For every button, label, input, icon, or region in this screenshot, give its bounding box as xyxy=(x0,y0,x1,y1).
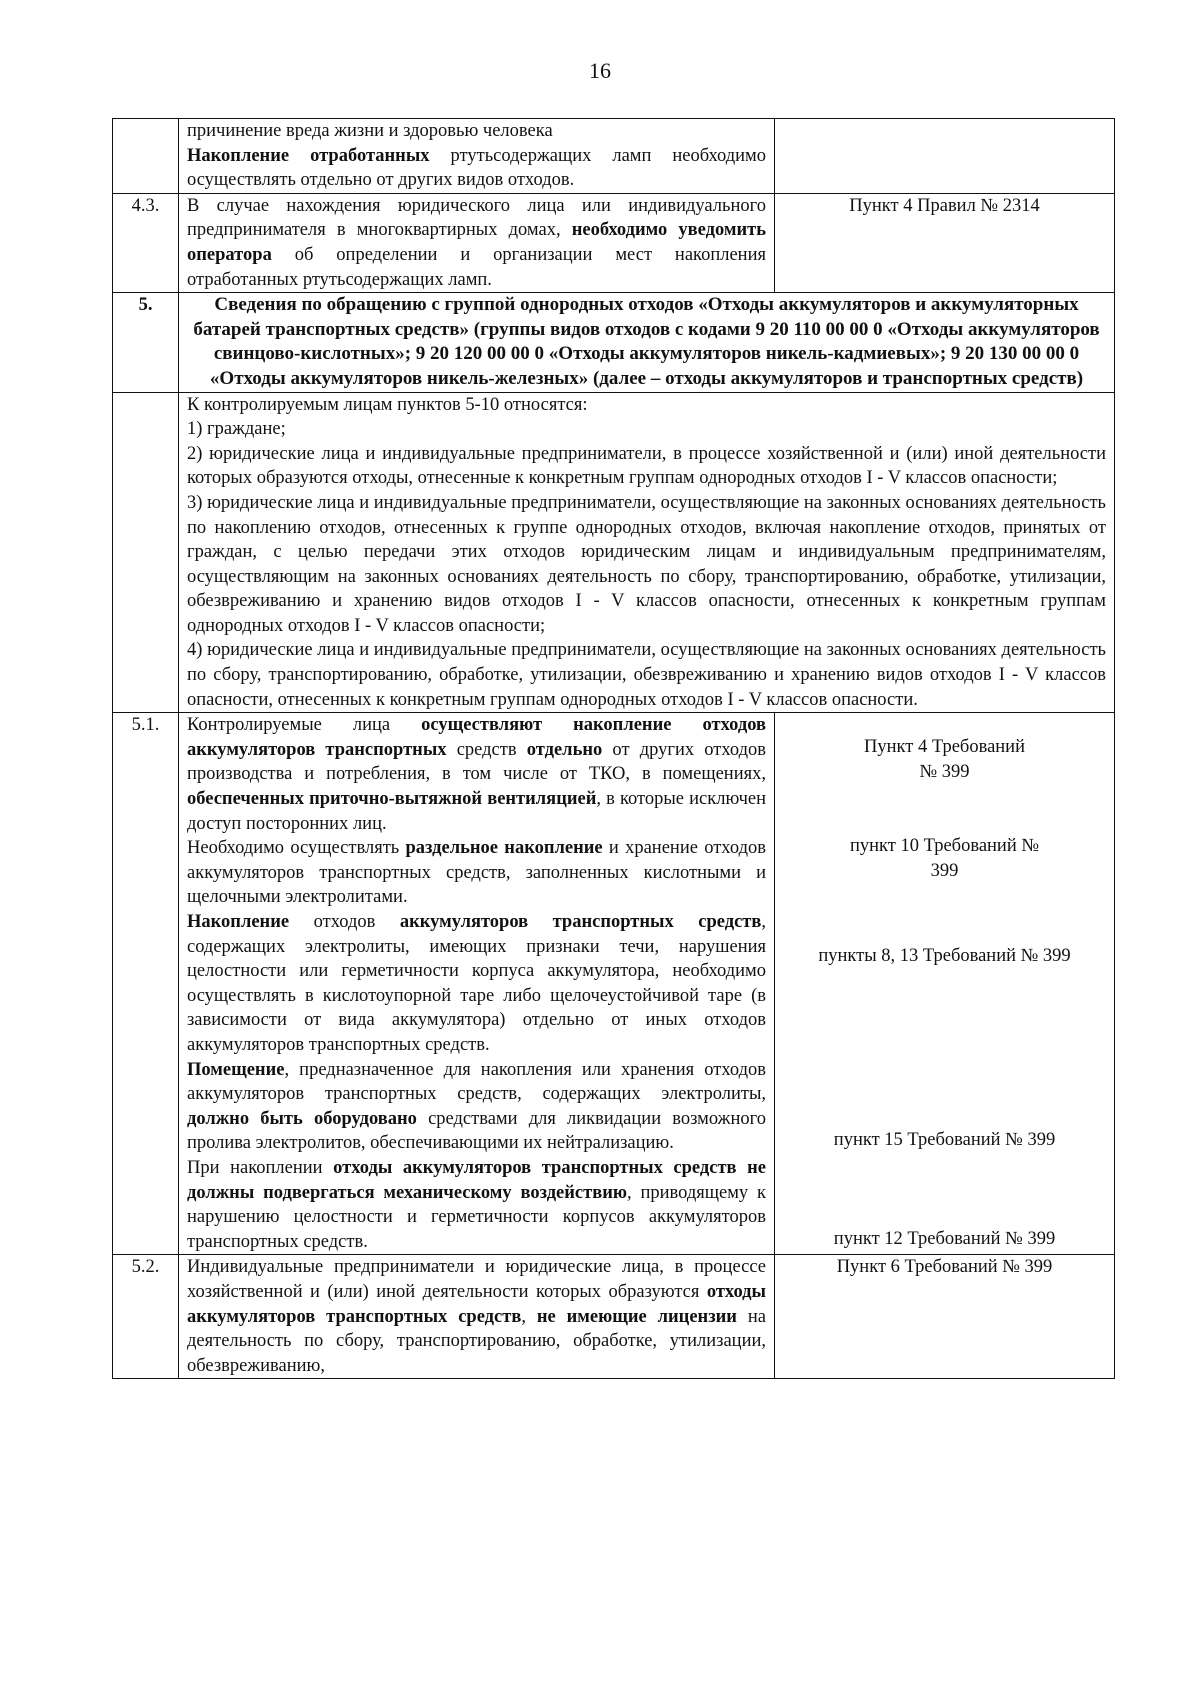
text-run: В случае нахождения юридического лица или индивидуального предпринимателя в многоквартирных домах, xyxy=(187,195,766,241)
row-number: 5.1. xyxy=(113,713,179,1255)
requirement-text xyxy=(179,713,775,1255)
legal-reference: Пункт 6 Требований № 399 xyxy=(775,1255,1115,1379)
list-item: 1) граждане; xyxy=(187,419,286,440)
paragraph: При накоплении отходы аккумуляторов транспортных средств не должны подвергаться механическому воздействию, приводящему к нарушению целостности и герметичности корпусов аккумуляторов транспортных средств. xyxy=(187,1157,766,1252)
legal-references xyxy=(775,713,1115,1255)
paragraph: Накопление отходов аккумуляторов транспортных средств, содержащих электролиты, имеющих признаки течи, нарушения целостности или герметичности корпуса аккумулятора, необходимо осуществлять в кислотоупорной таре либо щелочеустойчивой таре (в зависимости от вида аккумулятора) отдельно от иных отходов аккумуляторов транспортных средств. xyxy=(187,912,766,1055)
list-intro: К контролируемым лицам пунктов 5-10 относятся: xyxy=(187,394,588,415)
legal-reference: Пункт 4 Требований № 399 xyxy=(864,737,1025,782)
list-item: 4) юридические лица и индивидуальные предприниматели, осуществляющие на законных основаниях деятельность по сбору, транспортированию, обработке, утилизации, обезвреживанию и хранению видов отходов I - V классов опасности, отнесенных к конкретным группам однородных отходов I - V классов опасности. xyxy=(187,640,1106,710)
paragraph: Контролируемые лица осуществляют накопление отходов аккумуляторов транспортных средств отдельно от других отходов производства и потребления, в том числе от ТКО, в помещениях, обеспеченных приточно-вытяжной вентиляцией, в которые исключен доступ посторонних лиц. xyxy=(187,715,767,834)
paragraph: Необходимо осуществлять раздельное накопление и хранение отходов аккумуляторов транспортных средств, заполненных кислотными и щелочными электролитами. xyxy=(187,838,766,908)
controlled-persons-list xyxy=(179,392,1115,713)
requirement-text: Индивидуальные предприниматели и юридические лица, в процессе хозяйственной и (или) иной деятельности которых образуются отходы аккумуляторов транспортных средств, не имеющие лицензии на деятельность по сбору, транспортированию, обработке, утилизации, обезвреживанию, xyxy=(179,1255,775,1379)
paragraph: Помещение, предназначенное для накопления или хранения отходов аккумуляторов транспортных средств, содержащих электролиты, должно быть оборудовано средствами для ликвидации возможного пролива электролитов, обеспечивающими их нейтрализацию. xyxy=(187,1059,766,1154)
requirement-text xyxy=(179,193,775,292)
emphasis: Накопление отработанных xyxy=(187,145,430,166)
section-number: 5. xyxy=(113,293,179,392)
row-number: 4.3. xyxy=(113,193,179,292)
text-run: об определении и организации мест накопления отработанных ртутьсодержащих ламп. xyxy=(187,244,766,290)
table-row-4-3 xyxy=(113,193,1115,292)
row-number xyxy=(113,119,179,194)
list-item: 3) юридические лица и индивидуальные предприниматели, осуществляющие на законных основаниях деятельность по накоплению отходов, отнесенных к группе однородных отходов, включая накопление отходов, принятых от граждан, с целью передачи этих отходов юридическим лицам и индивидуальным предпринимателям, осуществляющим на законных основаниях деятельность по сбору, транспортированию, обработке, утилизации, обезвреживанию и хранению видов отходов I - V классов опасности, отнесенных к конкретным группам однородных отходов I - V классов опасности; xyxy=(187,492,1106,636)
legal-reference: пункт 12 Требований № 399 xyxy=(833,1228,1056,1249)
table-row-controlled-persons xyxy=(113,392,1115,713)
page-number: 16 xyxy=(589,58,611,83)
legal-reference xyxy=(775,119,1115,194)
legal-reference: пункт 10 Требований № 399 xyxy=(849,836,1040,882)
table-row-5-section xyxy=(113,293,1115,392)
table-row-continuation xyxy=(113,119,1115,194)
text-run: ртутьсодержащих ламп необходимо осуществлять отдельно от других видов отходов. xyxy=(187,145,766,191)
requirement-text xyxy=(179,119,775,194)
legal-reference: Пункт 4 Правил № 2314 xyxy=(775,193,1115,292)
row-number-empty xyxy=(113,392,179,713)
section-title: Сведения по обращению с группой однородных отходов «Отходы аккумуляторов и аккумуляторных батарей транспортных средств» (группы видов отходов с кодами 9 20 110 00 00 0 «Отходы аккумуляторов свинцово-кислотных»; 9 20 120 00 00 0 «Отходы аккумуляторов никель-кадмиевых»; 9 20 130 00 00 0 «Отходы аккумуляторов никель-железных» (далее – отходы аккумуляторов и транспортных средств) xyxy=(179,293,1115,392)
regulation-table xyxy=(112,118,1115,1379)
list-item: 2) юридические лица и индивидуальные предприниматели, в процессе хозяйственной и (или) иной деятельности которых образуются отходы, отнесенные к конкретным группам однородных отходов I - V классов опасности; xyxy=(187,443,1106,489)
legal-reference: пункт 15 Требований № 399 xyxy=(833,1130,1056,1151)
table-row-5-1 xyxy=(113,713,1115,1255)
legal-reference: пункты 8, 13 Требований № 399 xyxy=(818,945,1071,966)
table-row-5-2 xyxy=(113,1255,1115,1379)
row-number: 5.2. xyxy=(113,1255,179,1379)
text-line: причинение вреда жизни и здоровью человека xyxy=(187,121,553,141)
emphasis: необходимо уведомить оператора xyxy=(187,220,766,265)
